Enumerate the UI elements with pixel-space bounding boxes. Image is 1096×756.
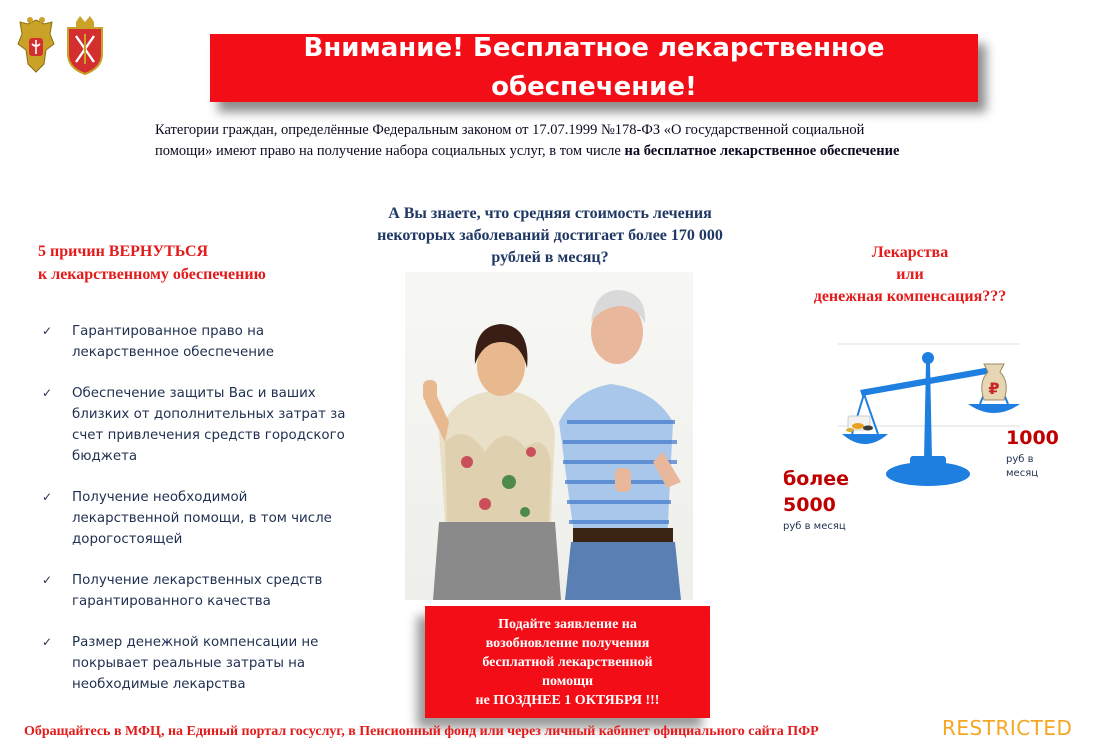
checkmark-icon: ✓ (42, 573, 53, 587)
title-banner (210, 34, 978, 102)
intro-line-2-bold: на бесплатное лекарственное обеспечение (624, 143, 900, 159)
choice-line-3: денежная компенсация??? (813, 288, 1007, 305)
reason-line: Получение лекарственных средств (72, 573, 323, 588)
balance-scales-icon (838, 342, 1020, 492)
left-amount-note: руб в месяц (783, 521, 846, 532)
checkmark-icon: ✓ (42, 635, 53, 649)
couple-illustration (405, 272, 693, 600)
cost-question (335, 203, 765, 269)
reason-item (42, 570, 372, 612)
reason-line: Обеспечение защиты Вас и ваших (72, 386, 316, 401)
reason-item (42, 632, 372, 695)
reasons-title-line-2: к лекарственному обеспечению (38, 266, 266, 283)
apply-line-1: Подайте заявление на (498, 616, 637, 632)
apply-line-5: не ПОЗДНЕЕ 1 ОКТЯБРЯ !!! (475, 692, 660, 708)
reason-line: необходимые лекарства (72, 677, 246, 692)
reason-item (42, 383, 372, 467)
reason-line: Размер денежной компенсации не (72, 635, 319, 650)
left-amount-line-1: более (783, 468, 850, 490)
intro-paragraph (155, 120, 1055, 162)
page-title: Внимание! Бесплатное лекарственное обеспечение! (303, 33, 885, 102)
right-amount-note-line-2: месяц (1006, 468, 1039, 479)
apply-line-2: возобновление получения (485, 635, 650, 651)
reason-line: покрывает реальные затраты на (72, 656, 306, 671)
ministry-emblem-icon (14, 14, 58, 78)
reason-line: Получение необходимой (72, 490, 248, 505)
reason-line: лекарственное обеспечение (72, 345, 274, 360)
reason-line: счет привлечения средств городского (72, 428, 345, 443)
elderly-couple-photo (405, 272, 693, 600)
reasons-list (42, 321, 372, 715)
pills-icon (846, 416, 873, 432)
intro-line-1: Категории граждан, определённые Федеральным законом от 17.07.1999 №178-ФЗ «О государственной социальной (155, 122, 865, 138)
left-amount-line-2: 5000 (783, 494, 836, 516)
apply-line-4: помощи (541, 673, 594, 689)
reason-line: гарантированного качества (72, 594, 271, 609)
checkmark-icon: ✓ (42, 490, 53, 504)
reason-line: бюджета (72, 449, 138, 464)
reason-line: Гарантированное право на (72, 324, 265, 339)
apply-callout (425, 606, 710, 718)
apply-line-3: бесплатной лекарственной (482, 654, 653, 670)
choice-line-1: Лекарства (871, 244, 949, 261)
reason-line: дорогостоящей (72, 532, 183, 547)
classification-label: RESTRICTED (942, 716, 1073, 740)
reason-item (42, 321, 372, 363)
choice-line-2: или (896, 266, 924, 283)
right-amount-note (1006, 453, 1038, 481)
left-amount (783, 466, 849, 518)
question-line-2: некоторых заболеваний достигает более 170 000 (377, 227, 723, 244)
checkmark-icon: ✓ (42, 324, 53, 338)
spb-coat-of-arms-icon (64, 14, 106, 78)
footer-contact-note: Обращайтесь в МФЦ, на Единый портал госуслуг, в Пенсионный фонд или через личный кабинет официального сайта ПФР (24, 724, 819, 739)
intro-line-2 (155, 141, 1055, 162)
choice-heading (790, 242, 1030, 308)
ruble-sign: ₽ (988, 379, 1000, 398)
reason-line: близких от дополнительных затрат за (72, 407, 346, 422)
right-amount-note-line-1: руб в (1006, 454, 1034, 465)
intro-line-2-text: помощи» имеют право на получение набора социальных услуг, в том числе (155, 143, 625, 159)
checkmark-icon: ✓ (42, 386, 53, 400)
reason-line: лекарственной помощи, в том числе (72, 511, 332, 526)
reasons-title (38, 240, 368, 286)
reason-item (42, 487, 372, 550)
reasons-title-line-1: 5 причин ВЕРНУТЬСЯ (38, 243, 209, 260)
right-amount: 1000 (1006, 427, 1059, 449)
question-line-1: А Вы знаете, что средняя стоимость лечения (388, 205, 712, 222)
question-line-3: рублей в месяц? (491, 249, 609, 266)
